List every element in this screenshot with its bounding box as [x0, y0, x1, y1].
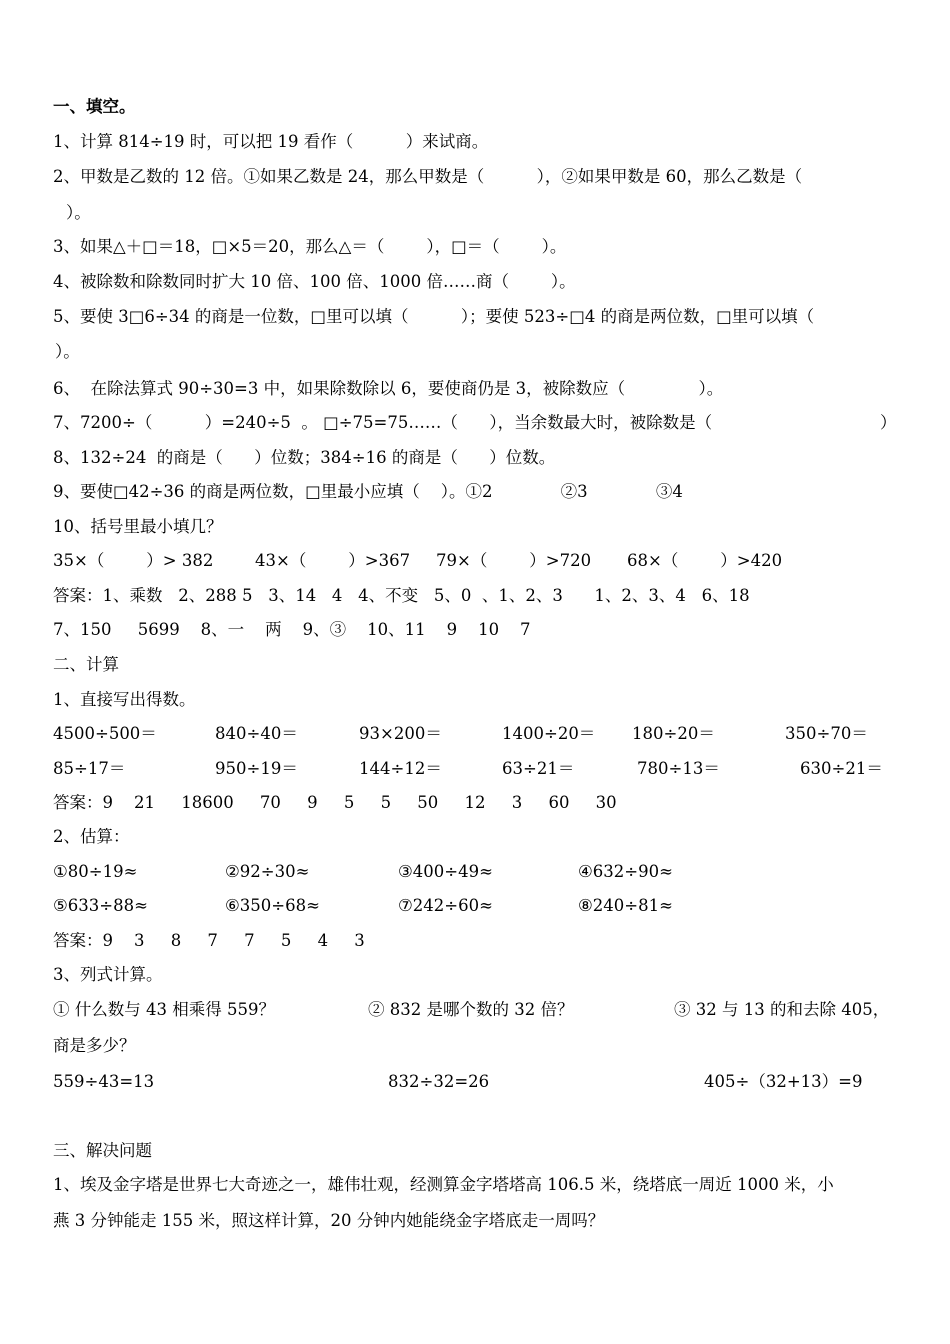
- direct-calc-item: 63÷21＝: [502, 759, 575, 778]
- direct-calc-item: 1400÷20＝: [502, 724, 596, 743]
- direct-calc-item: 780÷13＝: [637, 759, 720, 778]
- question-8: 8、132÷24 的商是（ ）位数；384÷16 的商是（ ）位数。: [53, 448, 556, 467]
- answer-estimate: 答案：9 3 8 7 7 5 4 3: [53, 931, 365, 950]
- column-calc-answer: 405÷（32+13）=9: [704, 1072, 863, 1091]
- question-2-line-2: ）。: [66, 203, 91, 222]
- question-10-item: 35×（ ）> 382: [53, 551, 214, 570]
- direct-calc-item: 350÷70＝: [785, 724, 868, 743]
- section-title-fill-blank: 一、填空。: [53, 97, 136, 116]
- estimate-item: ⑥350÷68≈: [225, 896, 320, 915]
- column-calc-question-cont: 商是多少？: [53, 1036, 136, 1055]
- question-10-item: 68×（ ）>420: [627, 551, 783, 570]
- question-10-item: 79×（ ）>720: [436, 551, 592, 570]
- estimate-item: ④632÷90≈: [578, 862, 673, 881]
- estimate-item: ⑧240÷81≈: [578, 896, 673, 915]
- column-calc-question: ① 什么数与 43 相乘得 559？: [53, 1000, 275, 1019]
- question-4: 4、被除数和除数同时扩大 10 倍、100 倍、1000 倍……商（ ）。: [53, 272, 576, 291]
- direct-calc-item: 93×200＝: [359, 724, 442, 743]
- answer-section-1-line-1: 答案：1、乘数 2、288 5 3、14 4 4、不变 5、0 、1、2、3 1、2、3、4 6、18: [53, 586, 750, 605]
- estimate-item: ①80÷19≈: [53, 862, 138, 881]
- question-5-line-1: 5、要使 3□6÷34 的商是一位数，□里可以填（ ）；要使 523÷□4 的商是两位数，□里可以填（: [53, 307, 815, 326]
- column-calc-question: ③ 32 与 13 的和去除 405，: [674, 1000, 890, 1019]
- question-1: 1、计算 814÷19 时，可以把 19 看作（ ）来试商。: [53, 132, 489, 151]
- estimate-item: ⑦242÷60≈: [398, 896, 493, 915]
- question-9: 9、要使□42÷36 的商是两位数，□里最小应填（ ）。①2 ②3 ③4: [53, 482, 683, 501]
- estimate-item: ⑤633÷88≈: [53, 896, 148, 915]
- subsection-column-calc: 3、列式计算。: [53, 965, 163, 984]
- direct-calc-item: 4500÷500＝: [53, 724, 157, 743]
- problem-1-line-2: 燕 3 分钟能走 155 米，照这样计算，20 分钟内她能绕金字塔底走一周吗？: [53, 1211, 605, 1230]
- column-calc-question: ② 832 是哪个数的 32 倍？: [368, 1000, 574, 1019]
- direct-calc-item: 180÷20＝: [632, 724, 715, 743]
- direct-calc-item: 144÷12＝: [359, 759, 442, 778]
- section-title-calculation: 二、计算: [53, 655, 119, 674]
- direct-calc-item: 630÷21＝: [800, 759, 883, 778]
- problem-1-line-1: 1、埃及金字塔是世界七大奇迹之一，雄伟壮观，经测算金字塔塔高 106.5 米，绕塔底一周近 1000 米，小: [53, 1175, 834, 1194]
- section-title-problem-solving: 三、解决问题: [53, 1141, 152, 1160]
- direct-calc-item: 85÷17＝: [53, 759, 126, 778]
- direct-calc-item: 840÷40＝: [215, 724, 298, 743]
- question-6: 6、 在除法算式 90÷30=3 中，如果除数除以 6，要使商仍是 3，被除数应（ ）。: [53, 379, 724, 398]
- subsection-estimate: 2、估算：: [53, 827, 130, 846]
- estimate-item: ③400÷49≈: [398, 862, 493, 881]
- question-10: 10、括号里最小填几？: [53, 517, 223, 536]
- question-5-line-2: ）。: [55, 342, 80, 361]
- column-calc-answer: 559÷43=13: [53, 1072, 155, 1091]
- question-2-line-1: 2、甲数是乙数的 12 倍。①如果乙数是 24，那么甲数是（ ），②如果甲数是 60，那么乙数是（: [53, 167, 803, 186]
- answer-section-1-line-2: 7、150 5699 8、一 两 9、③ 10、11 9 10 7: [53, 620, 531, 639]
- question-3: 3、如果△＋□＝18，□×5＝20，那么△＝（ ），□＝（ ）。: [53, 237, 567, 256]
- column-calc-answer: 832÷32=26: [388, 1072, 490, 1091]
- direct-calc-item: 950÷19＝: [215, 759, 298, 778]
- estimate-item: ②92÷30≈: [225, 862, 310, 881]
- answer-direct-calc: 答案：9 21 18600 70 9 5 5 50 12 3 60 30: [53, 793, 617, 812]
- subsection-direct: 1、直接写出得数。: [53, 690, 196, 709]
- question-7-close-paren: ）: [880, 413, 897, 432]
- question-7: 7、7200÷（ ）=240÷5 。 □÷75=75……（ ），当余数最大时，被除数是（: [53, 413, 713, 432]
- question-10-item: 43×（ ）>367: [255, 551, 411, 570]
